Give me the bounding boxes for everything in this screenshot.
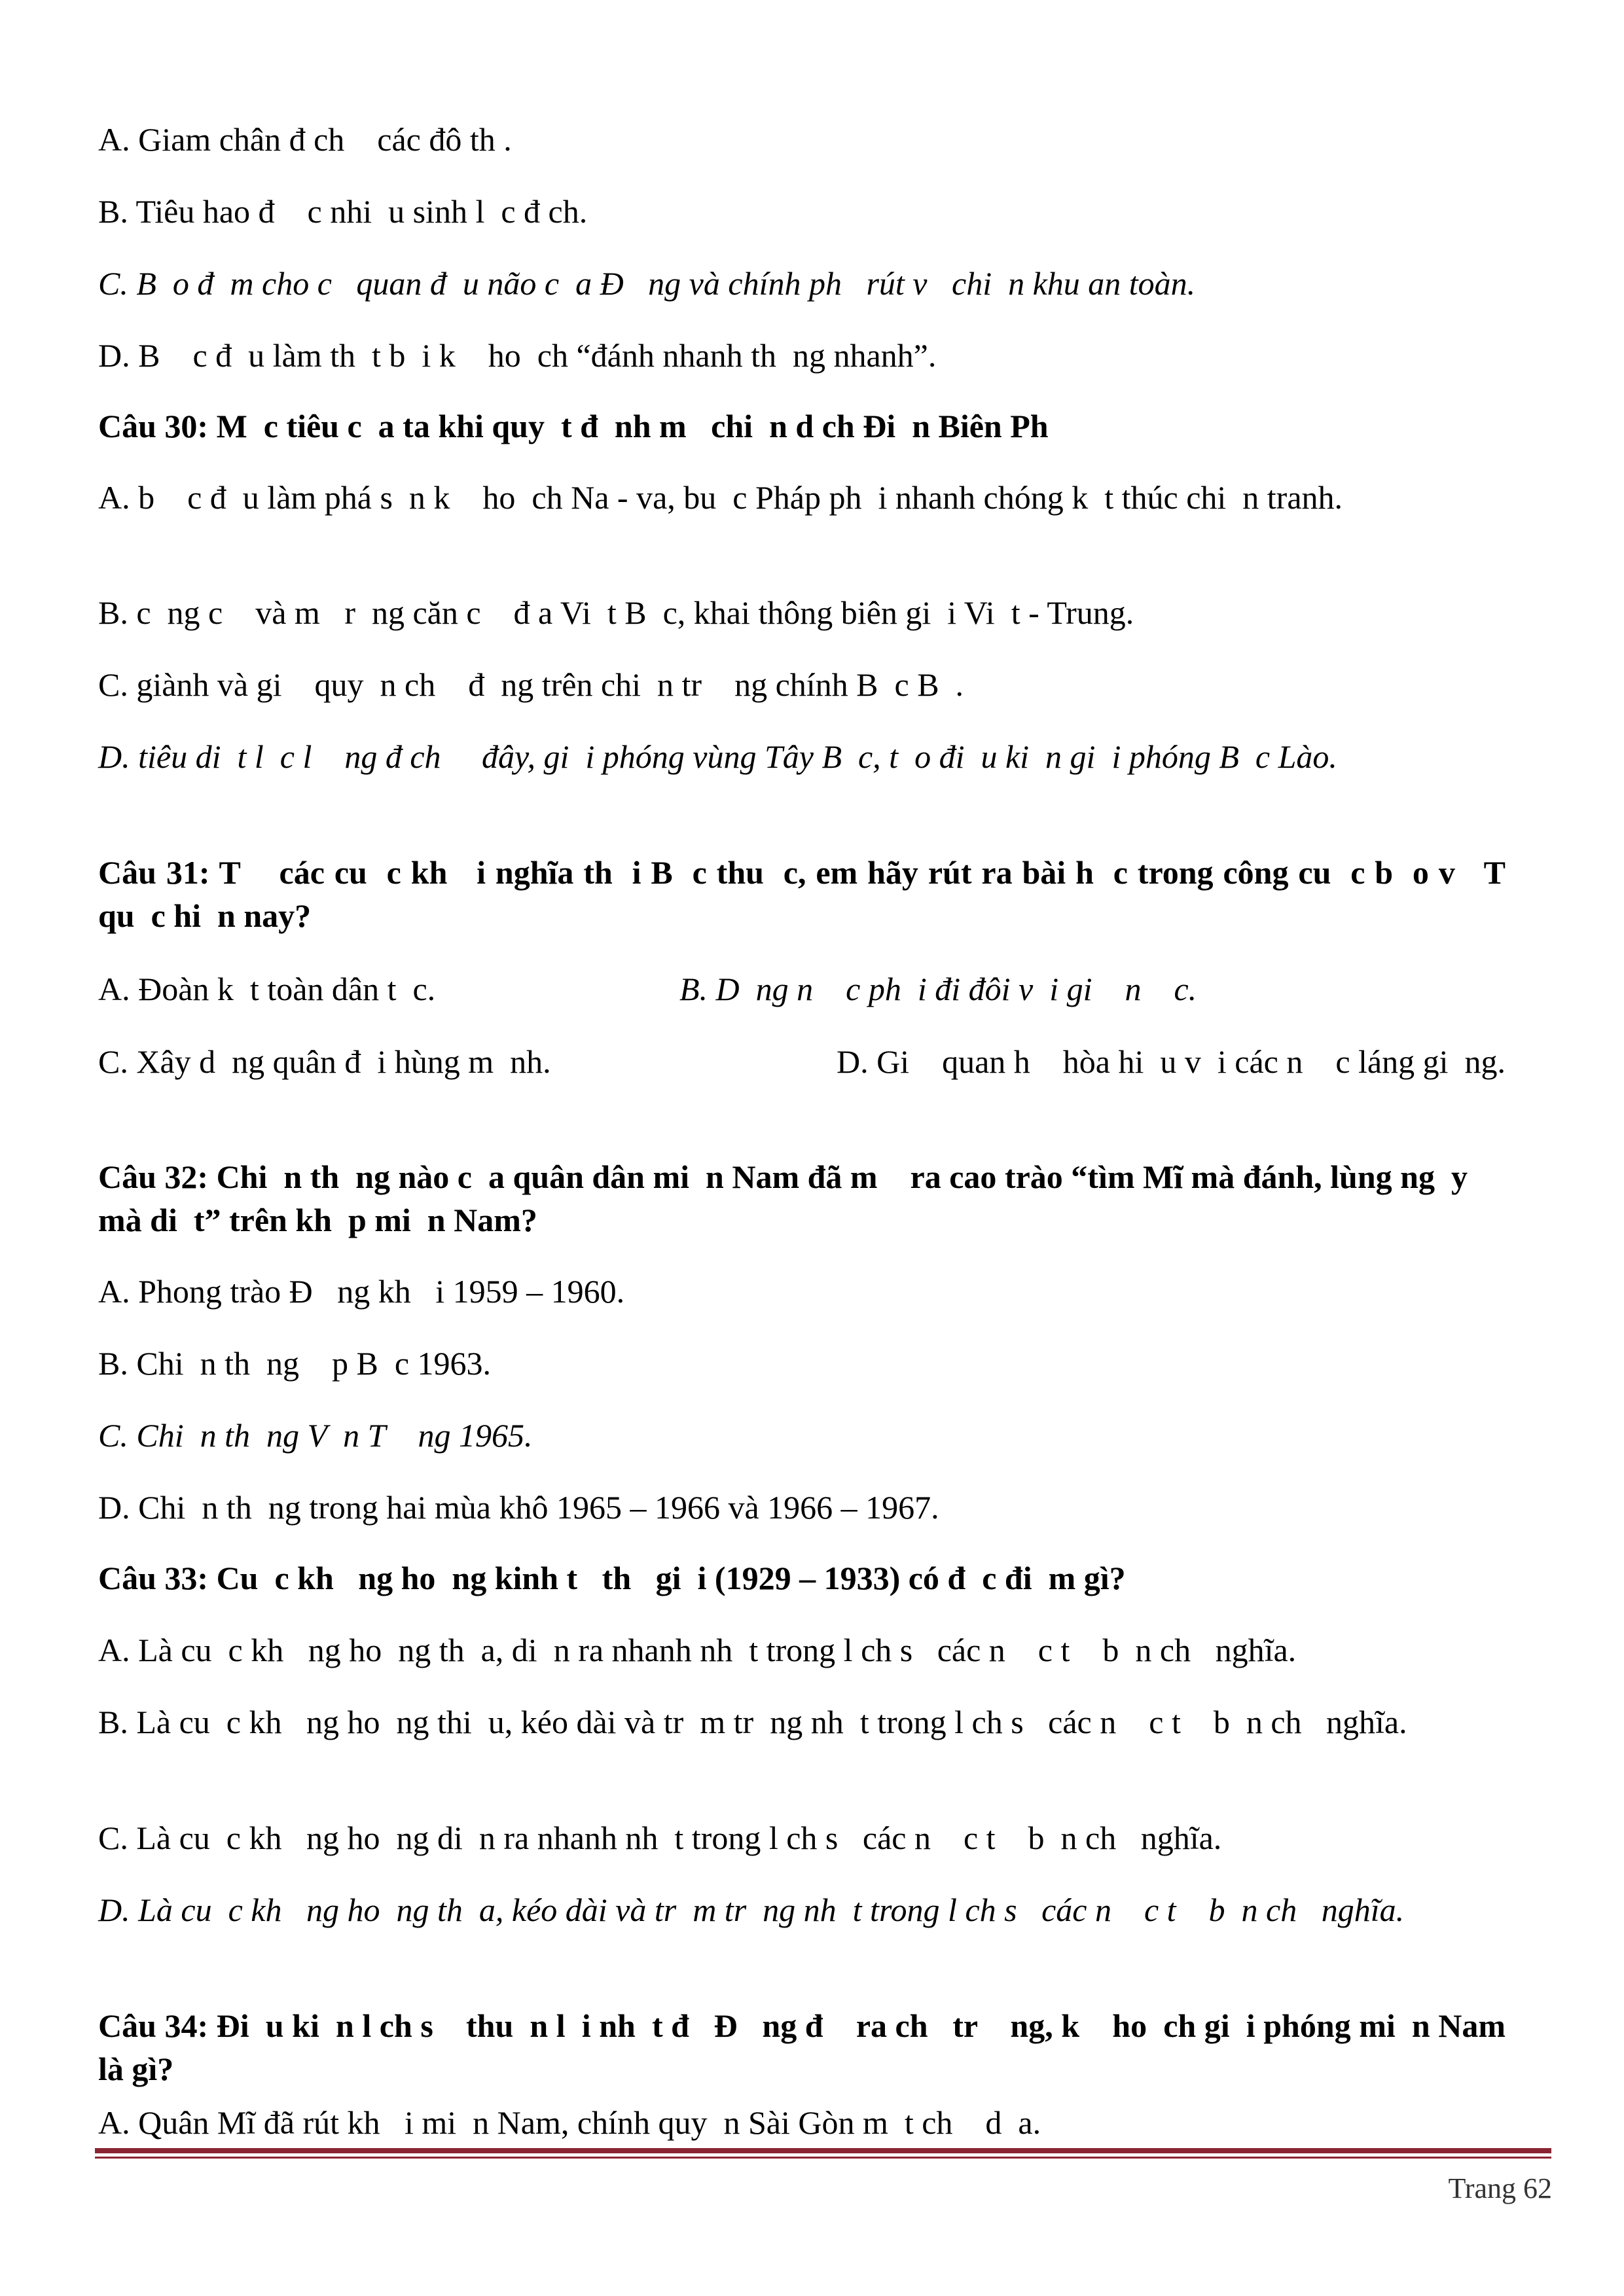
question-34: Câu 34: Đi u ki n l ch s thu n l i nh t đ Đ ng đ ra ch tr ng, k ho ch gi i phóng mi n Nam là gì? [98,2007,1514,2087]
answer-line: B. Tiêu hao đ c nhi u sinh l c đ ch. [98,193,588,230]
correct-answer-line: D. tiêu di t l c l ng đ ch đây, gi i phóng vùng Tây B c, t o đi u ki n gi i phóng B c Lào. [98,738,1337,775]
question-31: Câu 31: T các cu c kh i nghĩa th i B c thu c, em hãy rút ra bài h c trong công cu c b o v T qu c hi n nay? [98,854,1538,934]
page-number: Trang 62 [1448,2172,1552,2204]
answer-line: B. Chi n th ng p B c 1963. [98,1345,492,1382]
correct-answer-line: B. D ng n c ph i đi đôi v i gi n c. [679,971,1197,1007]
answer-line: D. B c đ u làm th t b i k ho ch “đánh nhanh th ng nhanh”. [98,337,937,374]
correct-answer-line: C. Chi n th ng V n T ng 1965. [98,1417,533,1454]
answer-line: C. Là cu c kh ng ho ng di n ra nhanh nh t trong l ch s các n c t b n ch nghĩa. [98,1820,1222,1856]
answer-line: A. Quân Mĩ đã rút kh i mi n Nam, chính quy n Sài Gòn m t ch d a. [98,2104,1041,2141]
answer-line: A. Giam chân đ ch các đô th . [98,121,512,158]
answer-line: A. Đoàn k t toàn dân t c. [98,971,436,1007]
question-30: Câu 30: M c tiêu c a ta khi quy t đ nh m chi n d ch Đi n Biên Ph [98,408,1049,444]
answer-line: B. c ng c và m r ng căn c đ a Vi t B c, khai thông biên gi i Vi t - Trung. [98,594,1134,631]
footer-rule-thin [95,2157,1551,2159]
answer-line: D. Gi quan h hòa hi u v i các n c láng gi ng. [836,1043,1506,1080]
answer-line: C. giành và gi quy n ch đ ng trên chi n tr ng chính B c B . [98,666,964,703]
answer-line: A. b c đ u làm phá s n k ho ch Na - va, bu c Pháp ph i nhanh chóng k t thúc chi n tranh. [98,479,1343,516]
footer-rule [95,2148,1551,2153]
answer-line: A. Là cu c kh ng ho ng th a, di n ra nhanh nh t trong l ch s các n c t b n ch nghĩa. [98,1632,1297,1668]
answer-line: B. Là cu c kh ng ho ng thi u, kéo dài và tr m tr ng nh t trong l ch s các n c t b n ch nghĩa. [98,1704,1407,1740]
answer-line: C. Xây d ng quân đ i hùng m nh. [98,1043,551,1080]
answer-line: A. Phong trào Đ ng kh i 1959 – 1960. [98,1273,625,1310]
correct-answer-line: C. B o đ m cho c quan đ u não c a Đ ng và chính ph rút v chi n khu an toàn. [98,265,1196,302]
question-33: Câu 33: Cu c kh ng ho ng kinh t th gi i (1929 – 1933) có đ c đi m gì? [98,1560,1126,1596]
answer-line: D. Chi n th ng trong hai mùa khô 1965 – 1966 và 1966 – 1967. [98,1489,939,1526]
question-32: Câu 32: Chi n th ng nào c a quân dân mi n Nam đã m ra cao trào “tìm Mĩ mà đánh, lùng ng y mà di t” trên kh p mi n Nam? [98,1158,1476,1238]
correct-answer-line: D. Là cu c kh ng ho ng th a, kéo dài và tr m tr ng nh t trong l ch s các n c t b n ch nghĩa. [98,1892,1405,1928]
